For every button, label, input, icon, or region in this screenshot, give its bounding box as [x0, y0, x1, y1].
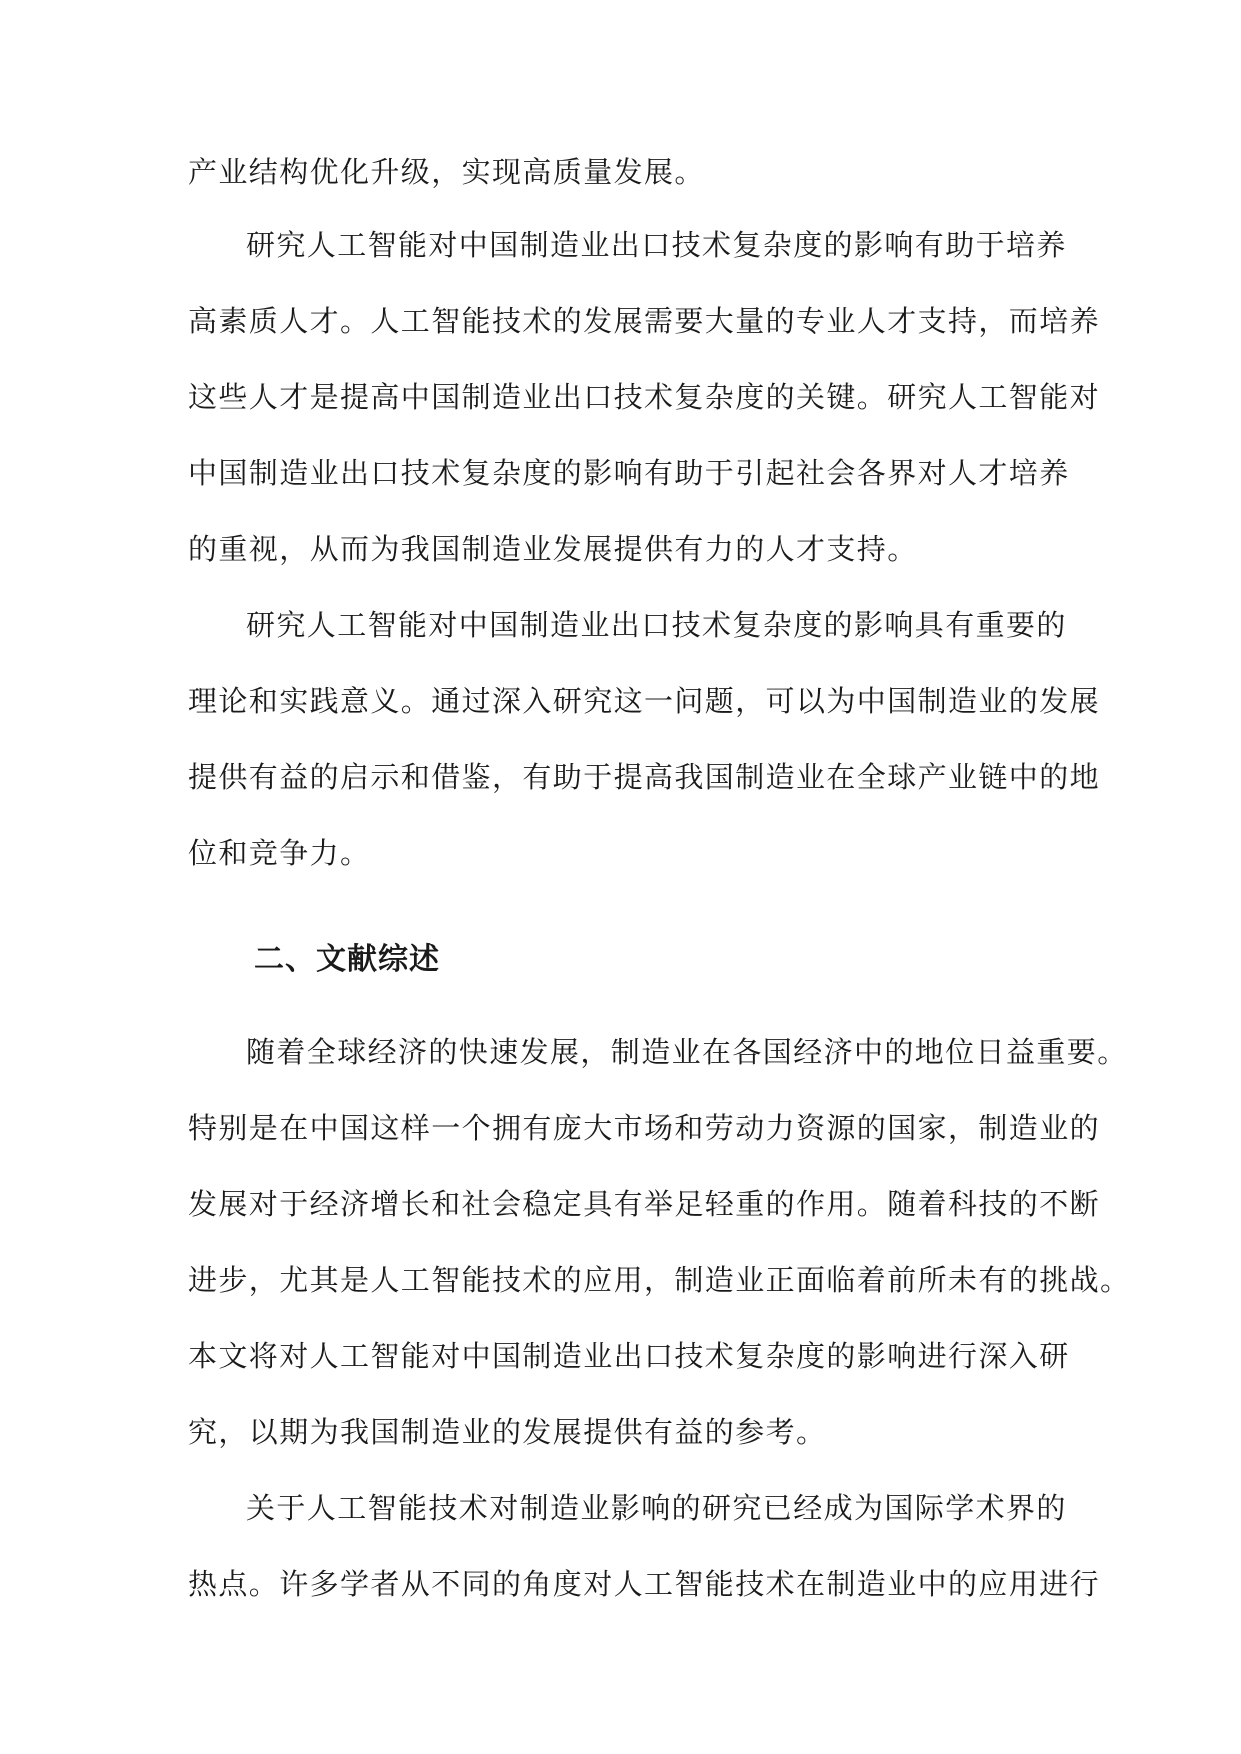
paragraph-line: 热点。许多学者从不同的角度对人工智能技术在制造业中的应用进行 — [188, 1567, 1101, 1601]
paragraph-line: 的重视，从而为我国制造业发展提供有力的人才支持。 — [188, 532, 918, 566]
paragraph-line: 理论和实践意义。通过深入研究这一问题，可以为中国制造业的发展 — [188, 684, 1101, 718]
paragraph-line: 究，以期为我国制造业的发展提供有益的参考。 — [188, 1415, 827, 1449]
paragraph-line: 进步，尤其是人工智能技术的应用，制造业正面临着前所未有的挑战。 — [188, 1263, 1131, 1297]
paragraph-line: 特别是在中国这样一个拥有庞大市场和劳动力资源的国家，制造业的 — [188, 1111, 1101, 1145]
paragraph-line: 研究人工智能对中国制造业出口技术复杂度的影响具有重要的 — [246, 608, 1067, 642]
paragraph-line: 发展对于经济增长和社会稳定具有举足轻重的作用。随着科技的不断 — [188, 1187, 1101, 1221]
paragraph-line: 研究人工智能对中国制造业出口技术复杂度的影响有助于培养 — [246, 228, 1067, 262]
paragraph-line: 中国制造业出口技术复杂度的影响有助于引起社会各界对人才培养 — [188, 456, 1070, 490]
paragraph-line: 位和竞争力。 — [188, 836, 371, 870]
paragraph-line: 这些人才是提高中国制造业出口技术复杂度的关键。研究人工智能对 — [188, 380, 1101, 414]
paragraph-line: 本文将对人工智能对中国制造业出口技术复杂度的影响进行深入研 — [188, 1339, 1070, 1373]
section-heading: 二、文献综述 — [254, 942, 440, 977]
paragraph-line: 关于人工智能技术对制造业影响的研究已经成为国际学术界的 — [246, 1491, 1067, 1525]
paragraph-line: 提供有益的启示和借鉴，有助于提高我国制造业在全球产业链中的地 — [188, 760, 1101, 794]
paragraph-line: 高素质人才。人工智能技术的发展需要大量的专业人才支持，而培养 — [188, 304, 1101, 338]
paragraph-line: 随着全球经济的快速发展，制造业在各国经济中的地位日益重要。 — [246, 1035, 1128, 1069]
paragraph-line: 产业结构优化升级，实现高质量发展。 — [188, 155, 705, 189]
